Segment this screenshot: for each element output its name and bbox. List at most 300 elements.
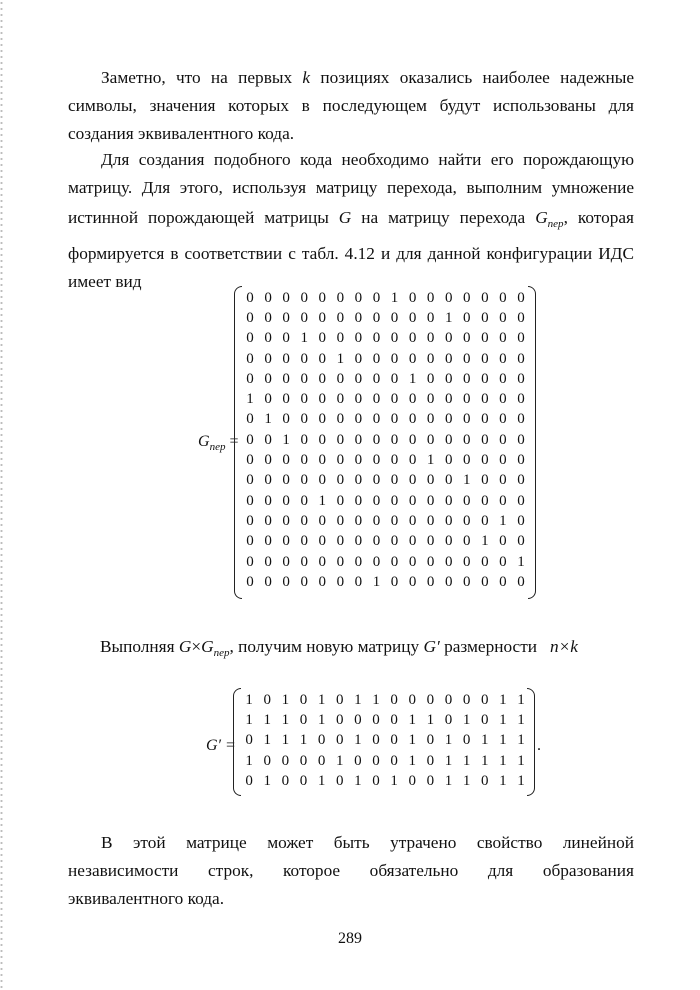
page-edge-dots (0, 0, 3, 990)
gper-cell: 0 (499, 391, 507, 408)
gper-cell: 0 (481, 452, 489, 469)
gper-cell: 0 (390, 350, 399, 367)
gprime-cell: 0 (354, 712, 362, 729)
gper-cell: 0 (517, 330, 525, 347)
gprime-cell: 0 (245, 773, 253, 790)
gprime-cell: 0 (299, 691, 308, 708)
gprime-cell: 0 (480, 773, 489, 790)
gprime-cell: 1 (499, 773, 507, 790)
p2-line-2: матрицу. Для этого, используя матрицу перехода, выполним умножение (68, 178, 634, 197)
gprime-cell: 1 (390, 773, 398, 790)
gper-cell: 0 (408, 391, 417, 408)
gper-cell: 0 (444, 370, 453, 387)
gper-cell: 1 (463, 472, 471, 489)
gprime-cell: 0 (263, 691, 271, 708)
gper-cell: 0 (300, 391, 308, 408)
gper-cell: 0 (300, 512, 308, 529)
gper-cell: 0 (444, 391, 453, 408)
gper-cell: 0 (481, 512, 489, 529)
gprime-cell: 0 (480, 712, 489, 729)
p1-line-3: создания эквивалентного кода. (68, 124, 295, 143)
gper-cell: 0 (517, 573, 525, 590)
gper-cell: 0 (318, 309, 327, 326)
gprime-cell: 0 (335, 773, 344, 790)
gper-cell: 0 (517, 411, 525, 428)
paragraph-4 (68, 829, 634, 913)
gper-cell: 0 (318, 553, 327, 570)
gper-cell: 0 (444, 411, 453, 428)
gper-cell: 0 (390, 411, 399, 428)
gprime-cell: 0 (462, 732, 471, 749)
gper-cell: 0 (517, 309, 525, 326)
gper-cell: 0 (481, 350, 489, 367)
gper-cell: 0 (390, 553, 399, 570)
gper-cell: 0 (264, 492, 272, 509)
gper-cell: 0 (444, 553, 453, 570)
gprime-cell: 1 (263, 773, 271, 790)
gper-cell: 1 (300, 330, 308, 347)
gper-cell: 0 (408, 411, 417, 428)
gper-cell: 0 (499, 573, 507, 590)
p2-line-1: Для создания подобного кода необходимо найти его порождающую (101, 150, 634, 169)
gper-cell: 0 (463, 309, 471, 326)
gper-cell: 0 (408, 492, 417, 509)
gprime-cell: 0 (263, 752, 271, 769)
gper-cell: 0 (282, 553, 290, 570)
gper-cell: 0 (372, 330, 381, 347)
gper-cell: 0 (444, 431, 453, 448)
p3-line-1: Выполняя $G\times G_{пер}$, получим новую матрицу G′ размерности n×k (100, 637, 578, 659)
gper-cell: 0 (354, 289, 363, 306)
gper-cell: 0 (372, 289, 381, 306)
gprime-cell: 0 (426, 752, 435, 769)
p4-line-1: В этой матрице может быть утрачено свойство линейной (101, 833, 634, 852)
gper-cell: 0 (336, 533, 345, 550)
gprime-cell: 1 (499, 752, 507, 769)
gper-cell: 0 (426, 573, 435, 590)
gper-cell: 0 (499, 553, 507, 570)
gper-cell: 0 (517, 533, 525, 550)
gper-cell: 0 (264, 472, 272, 489)
gprime-cell: 0 (245, 732, 253, 749)
gper-cell: 0 (264, 391, 272, 408)
p1-line-2: символы, значения которых в последующем будут использованы для (68, 96, 634, 115)
gprime-cell: 0 (390, 712, 398, 729)
paragraph-1 (68, 64, 634, 148)
gper-cell: 0 (372, 350, 381, 367)
gper-cell: 0 (444, 472, 453, 489)
gprime-cell: 1 (317, 691, 326, 708)
gper-cell: 0 (444, 533, 453, 550)
gper-cell: 0 (336, 431, 345, 448)
gprime-cell: 1 (499, 732, 507, 749)
gper-cell: 0 (444, 573, 453, 590)
gper-cell: 1 (246, 391, 254, 408)
gper-cell: 1 (499, 512, 507, 529)
gprime-cell: 1 (480, 732, 489, 749)
gper-cell: 0 (517, 452, 525, 469)
gprime-cell: 1 (444, 732, 453, 749)
gper-cell: 0 (336, 492, 345, 509)
gper-cell: 0 (463, 512, 471, 529)
gper-cell: 0 (499, 411, 507, 428)
gprime-cell: 1 (499, 712, 507, 729)
gper-cell: 0 (300, 472, 308, 489)
gper-cell: 0 (499, 350, 507, 367)
gprime-matrix (240, 690, 530, 792)
gper-cell: 0 (408, 472, 417, 489)
gprime-cell: 0 (444, 691, 453, 708)
gper-cell: 0 (246, 330, 254, 347)
gprime-cell: 1 (517, 691, 525, 708)
gprime-cell: 1 (480, 752, 489, 769)
gprime-cell: 1 (408, 712, 416, 729)
gper-cell: 0 (499, 492, 507, 509)
gper-cell: 0 (282, 411, 290, 428)
gper-cell: 0 (463, 391, 471, 408)
gper-cell: 0 (318, 350, 327, 367)
gper-cell: 1 (408, 370, 417, 387)
gper-cell: 1 (517, 553, 525, 570)
gper-cell: 0 (372, 472, 381, 489)
gper-cell: 0 (318, 472, 327, 489)
gper-cell: 0 (463, 533, 471, 550)
gper-cell: 0 (336, 309, 345, 326)
gper-cell: 0 (282, 512, 290, 529)
gper-cell: 0 (426, 472, 435, 489)
gper-cell: 0 (481, 309, 489, 326)
gper-cell: 0 (426, 309, 435, 326)
gper-cell: 0 (390, 370, 399, 387)
gper-cell: 0 (336, 289, 345, 306)
gper-cell: 0 (372, 533, 381, 550)
gprime-cell: 1 (281, 712, 290, 729)
gper-cell: 0 (426, 370, 435, 387)
gprime-cell: 0 (299, 752, 308, 769)
gper-cell: 1 (264, 411, 272, 428)
gper-cell: 0 (499, 452, 507, 469)
gper-cell: 0 (408, 431, 417, 448)
gper-cell: 0 (463, 411, 471, 428)
gper-cell: 0 (246, 492, 254, 509)
gper-cell: 0 (444, 330, 453, 347)
gper-cell: 0 (354, 452, 363, 469)
gprime-cell: 1 (354, 732, 362, 749)
gprime-cell: 1 (444, 752, 453, 769)
gper-cell: 0 (517, 431, 525, 448)
gper-cell: 0 (354, 553, 363, 570)
gprime-cell: 1 (426, 712, 435, 729)
gper-cell: 0 (408, 512, 417, 529)
gper-cell: 0 (318, 289, 327, 306)
gper-cell: 0 (426, 391, 435, 408)
gper-cell: 0 (336, 472, 345, 489)
gper-cell: 0 (264, 553, 272, 570)
gper-cell: 0 (390, 472, 399, 489)
gprime-cell: 0 (317, 752, 326, 769)
gprime-cell: 1 (499, 691, 507, 708)
gper-cell: 0 (264, 431, 272, 448)
gper-cell: 0 (390, 492, 399, 509)
paragraph-2 (68, 146, 634, 296)
gper-cell: 0 (282, 573, 290, 590)
gper-cell: 0 (318, 391, 327, 408)
gprime-cell: 1 (462, 752, 471, 769)
gper-cell: 0 (264, 452, 272, 469)
gper-cell: 0 (481, 370, 489, 387)
gper-cell: 0 (481, 472, 489, 489)
gper-cell: 0 (372, 452, 381, 469)
gper-cell: 0 (372, 431, 381, 448)
gprime-cell: 1 (335, 752, 344, 769)
gper-cell: 0 (481, 431, 489, 448)
gprime-cell: 1 (517, 732, 525, 749)
gprime-label: G′ = (206, 737, 236, 754)
gprime-cell: 1 (317, 712, 326, 729)
gper-cell: 1 (336, 350, 345, 367)
gper-cell: 0 (517, 492, 525, 509)
gper-cell: 0 (246, 472, 254, 489)
gprime-cell: 1 (281, 691, 290, 708)
gper-cell: 0 (372, 492, 381, 509)
gprime-cell: 1 (317, 773, 326, 790)
gper-cell: 0 (318, 452, 327, 469)
gper-cell: 0 (426, 289, 435, 306)
gper-cell: 0 (481, 553, 489, 570)
gprime-cell: 1 (408, 752, 416, 769)
gper-cell: 0 (390, 512, 399, 529)
gper-cell: 0 (282, 492, 290, 509)
p2-line-4: формируется в соответствии с табл. 4.12 и для данной конфигурации ИДС (68, 244, 634, 263)
gper-cell: 0 (372, 391, 381, 408)
gper-cell: 0 (481, 289, 489, 306)
gprime-cell: 0 (390, 752, 398, 769)
gper-cell: 0 (463, 492, 471, 509)
gper-cell: 0 (481, 492, 489, 509)
gper-cell: 0 (282, 370, 290, 387)
gprime-trailing-period: . (537, 737, 541, 754)
gper-cell: 0 (246, 553, 254, 570)
gprime-cell: 1 (462, 712, 471, 729)
p2-line-3: истинной порождающей матрицы G на матрицу перехода $G_{пер}$, которая (68, 208, 634, 230)
gper-cell: 0 (282, 289, 290, 306)
gper-cell: 0 (300, 452, 308, 469)
gper-cell: 0 (517, 289, 525, 306)
gper-cell: 0 (390, 309, 399, 326)
gper-cell: 0 (246, 411, 254, 428)
gper-cell: 0 (354, 330, 363, 347)
gper-cell: 0 (499, 533, 507, 550)
gper-cell: 1 (481, 533, 489, 550)
gprime-cell: 0 (372, 712, 380, 729)
gper-cell: 0 (408, 350, 417, 367)
gper-cell: 0 (408, 289, 417, 306)
gper-cell: 0 (390, 431, 399, 448)
gper-cell: 0 (282, 350, 290, 367)
gper-cell: 0 (282, 330, 290, 347)
gprime-cell: 1 (245, 712, 253, 729)
gper-cell: 0 (354, 431, 363, 448)
gper-cell: 0 (354, 492, 363, 509)
gper-cell: 0 (354, 512, 363, 529)
gprime-cell: 0 (426, 773, 435, 790)
gprime-cell: 1 (245, 752, 253, 769)
gper-cell: 0 (246, 573, 254, 590)
gper-cell: 0 (246, 452, 254, 469)
gper-cell: 0 (372, 553, 381, 570)
p4-line-3: эквивалентного кода. (68, 889, 225, 908)
gprime-cell: 1 (444, 773, 453, 790)
gper-cell: 0 (463, 289, 471, 306)
gper-cell: 0 (264, 512, 272, 529)
gper-cell: 0 (300, 492, 308, 509)
gprime-cell: 1 (263, 732, 271, 749)
gprime-cell: 0 (390, 732, 398, 749)
gprime-cell: 1 (372, 691, 380, 708)
gper-cell: 0 (444, 452, 453, 469)
gprime-cell: 0 (444, 712, 453, 729)
gper-cell: 0 (390, 452, 399, 469)
gper-cell: 0 (354, 533, 363, 550)
gprime-cell: 0 (462, 691, 471, 708)
gper-cell: 0 (426, 330, 435, 347)
gprime-cell: 0 (354, 752, 362, 769)
gper-cell: 0 (408, 309, 417, 326)
gper-cell: 0 (318, 411, 327, 428)
p1-line-1: Заметно, что на первых k позициях оказались наиболее надежные (101, 68, 634, 87)
gprime-cell: 1 (354, 773, 362, 790)
gper-cell: 0 (481, 573, 489, 590)
gper-cell: 1 (444, 309, 453, 326)
gper-cell: 0 (463, 553, 471, 570)
gper-cell: 0 (499, 370, 507, 387)
gper-cell: 0 (300, 553, 308, 570)
gper-cell: 0 (517, 472, 525, 489)
gper-cell: 0 (264, 289, 272, 306)
gper-cell: 0 (481, 391, 489, 408)
gper-cell: 0 (408, 533, 417, 550)
gper-cell: 0 (517, 370, 525, 387)
gper-cell: 0 (318, 330, 327, 347)
gprime-cell: 1 (517, 712, 525, 729)
gper-cell: 0 (336, 452, 345, 469)
gper-cell: 0 (246, 289, 254, 306)
gper-cell: 0 (336, 391, 345, 408)
gper-cell: 0 (444, 512, 453, 529)
gper-cell: 0 (264, 370, 272, 387)
gper-cell: 0 (517, 512, 525, 529)
gprime-cell: 1 (263, 712, 271, 729)
gper-cell: 0 (246, 512, 254, 529)
gper-cell: 0 (463, 350, 471, 367)
gper-cell: 0 (444, 350, 453, 367)
gper-cell: 0 (300, 289, 308, 306)
gper-cell: 0 (300, 309, 308, 326)
gper-cell: 0 (246, 370, 254, 387)
gper-cell: 0 (390, 391, 399, 408)
gprime-cell: 0 (390, 691, 398, 708)
gper-matrix (241, 288, 530, 592)
gper-cell: 0 (481, 330, 489, 347)
gprime-cell: 0 (281, 752, 290, 769)
gper-cell: 0 (408, 553, 417, 570)
gprime-cell: 0 (335, 712, 344, 729)
p2-line-5: имеет вид (68, 272, 142, 291)
gper-cell: 0 (264, 350, 272, 367)
gper-cell: 0 (264, 533, 272, 550)
gprime-cell: 1 (299, 732, 308, 749)
gper-cell: 0 (318, 573, 327, 590)
gper-cell: 0 (372, 411, 381, 428)
gper-cell: 0 (463, 573, 471, 590)
gper-cell: 1 (318, 492, 327, 509)
gper-cell: 0 (300, 533, 308, 550)
gper-cell: 0 (426, 492, 435, 509)
gper-cell: 0 (426, 431, 435, 448)
gper-cell: 0 (246, 309, 254, 326)
gper-cell: 0 (354, 472, 363, 489)
gper-cell: 0 (390, 330, 399, 347)
gper-cell: 0 (282, 472, 290, 489)
gper-cell: 0 (336, 573, 345, 590)
gprime-cell: 0 (426, 732, 435, 749)
gper-cell: 0 (426, 411, 435, 428)
gper-cell: 1 (282, 431, 290, 448)
gper-cell: 0 (246, 533, 254, 550)
gper-cell: 0 (426, 553, 435, 570)
gprime-cell: 0 (299, 712, 308, 729)
gper-cell: 0 (300, 431, 308, 448)
gper-cell: 0 (282, 391, 290, 408)
gper-cell: 0 (463, 330, 471, 347)
gper-cell: 0 (372, 309, 381, 326)
gper-cell: 0 (264, 309, 272, 326)
gprime-cell: 0 (299, 773, 308, 790)
gprime-cell: 0 (426, 691, 435, 708)
gper-cell: 0 (499, 472, 507, 489)
gper-cell: 0 (444, 492, 453, 509)
gper-cell: 1 (426, 452, 435, 469)
gper-cell: 0 (517, 350, 525, 367)
gper-cell: 0 (390, 533, 399, 550)
gper-cell: 0 (354, 370, 363, 387)
gper-cell: 0 (463, 452, 471, 469)
gper-cell: 0 (246, 431, 254, 448)
gper-cell: 0 (354, 309, 363, 326)
gper-cell: 0 (499, 330, 507, 347)
gprime-cell: 0 (408, 691, 416, 708)
gper-cell: 0 (282, 452, 290, 469)
gprime-cell: 1 (354, 691, 362, 708)
gper-cell: 0 (282, 309, 290, 326)
gprime-cell: 0 (480, 691, 489, 708)
gper-cell: 0 (336, 411, 345, 428)
gper-cell: 0 (300, 573, 308, 590)
gper-cell: 0 (318, 370, 327, 387)
gper-cell: 1 (390, 289, 399, 306)
gper-cell: 0 (300, 411, 308, 428)
gprime-cell: 1 (408, 732, 416, 749)
gper-cell: 0 (444, 289, 453, 306)
gprime-cell: 0 (335, 691, 344, 708)
gper-cell: 1 (372, 573, 381, 590)
gper-cell: 0 (300, 350, 308, 367)
gprime-cell: 0 (372, 732, 380, 749)
gper-cell: 0 (264, 573, 272, 590)
gprime-cell: 0 (408, 773, 416, 790)
gper-cell: 0 (499, 309, 507, 326)
gper-cell: 0 (354, 350, 363, 367)
